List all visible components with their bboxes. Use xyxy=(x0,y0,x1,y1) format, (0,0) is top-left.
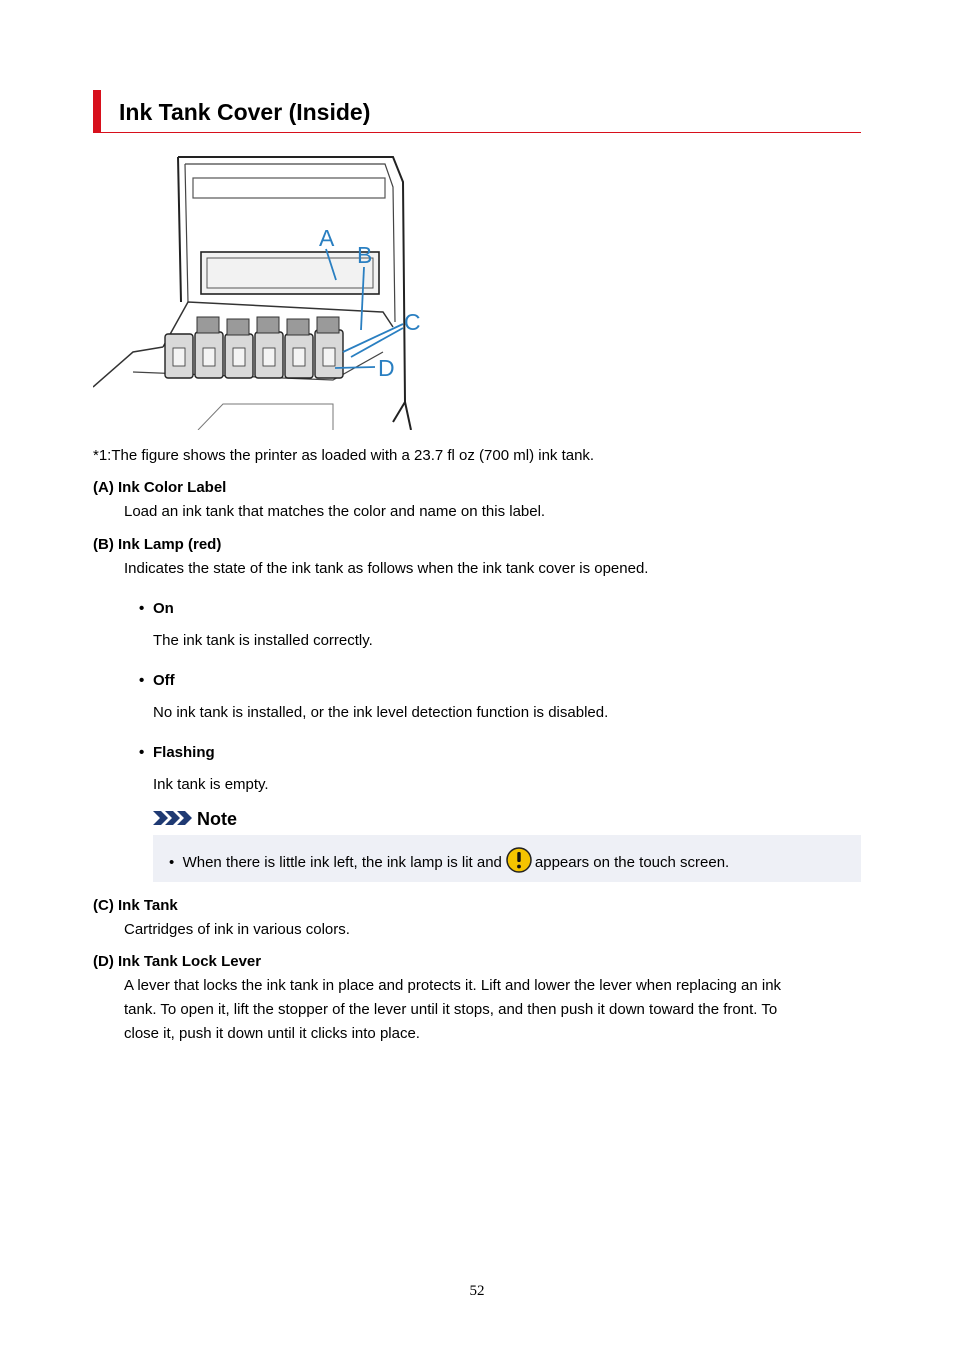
section-d-line-3: close it, push it down until it clicks into place. xyxy=(124,1025,420,1042)
section-d-line-1: A lever that locks the ink tank in place and protects it. Lift and lower the lever when replacing an ink xyxy=(124,977,782,994)
note-arrows-icon xyxy=(153,809,193,827)
section-b-title: (B) Ink Lamp (red) xyxy=(93,536,222,553)
page-title: Ink Tank Cover (Inside) xyxy=(119,99,371,125)
note-text-before: When there is little ink left, the ink lamp is lit and xyxy=(182,854,502,871)
state-flashing-label: Flashing xyxy=(153,744,215,761)
bullet-on: • xyxy=(139,600,145,617)
section-b-text: Indicates the state of the ink tank as follows when the ink tank cover is opened. xyxy=(124,560,649,577)
state-on-text: The ink tank is installed correctly. xyxy=(153,632,373,649)
bullet-flashing: • xyxy=(139,744,145,761)
heading-underline xyxy=(93,132,861,133)
figure-footnote: *1:The figure shows the printer as loaded with a 23.7 fl oz (700 ml) ink tank. xyxy=(93,447,595,464)
note-text-after: appears on the touch screen. xyxy=(534,854,730,871)
callout-label-a: A xyxy=(319,225,335,251)
section-c-text: Cartridges of ink in various colors. xyxy=(124,921,350,938)
section-a-title: (A) Ink Color Label xyxy=(93,479,227,496)
page-number: 52 xyxy=(469,1283,485,1299)
section-d-title: (D) Ink Tank Lock Lever xyxy=(93,953,262,970)
section-a-text: Load an ink tank that matches the color and name on this label. xyxy=(124,503,546,520)
note-item xyxy=(169,847,729,873)
ink-tank-cover-figure xyxy=(93,152,423,430)
callout-label-c: C xyxy=(404,309,421,335)
state-off-text: No ink tank is installed, or the ink level detection function is disabled. xyxy=(153,704,609,721)
callout-label-d: D xyxy=(378,355,395,381)
note-bullet: • xyxy=(169,854,183,871)
section-d-line-2: tank. To open it, lift the stopper of the lever until it stops, and then push it down toward the front. To xyxy=(124,1001,778,1018)
section-c-title: (C) Ink Tank xyxy=(93,897,178,914)
state-on-label: On xyxy=(153,600,174,617)
warning-icon xyxy=(506,847,532,873)
state-off-label: Off xyxy=(153,672,175,689)
state-flashing-text: Ink tank is empty. xyxy=(153,776,269,793)
bullet-off: • xyxy=(139,672,145,689)
heading-accent-bar xyxy=(93,90,101,133)
note-title: Note xyxy=(197,809,237,829)
callout-label-b: B xyxy=(357,242,373,268)
